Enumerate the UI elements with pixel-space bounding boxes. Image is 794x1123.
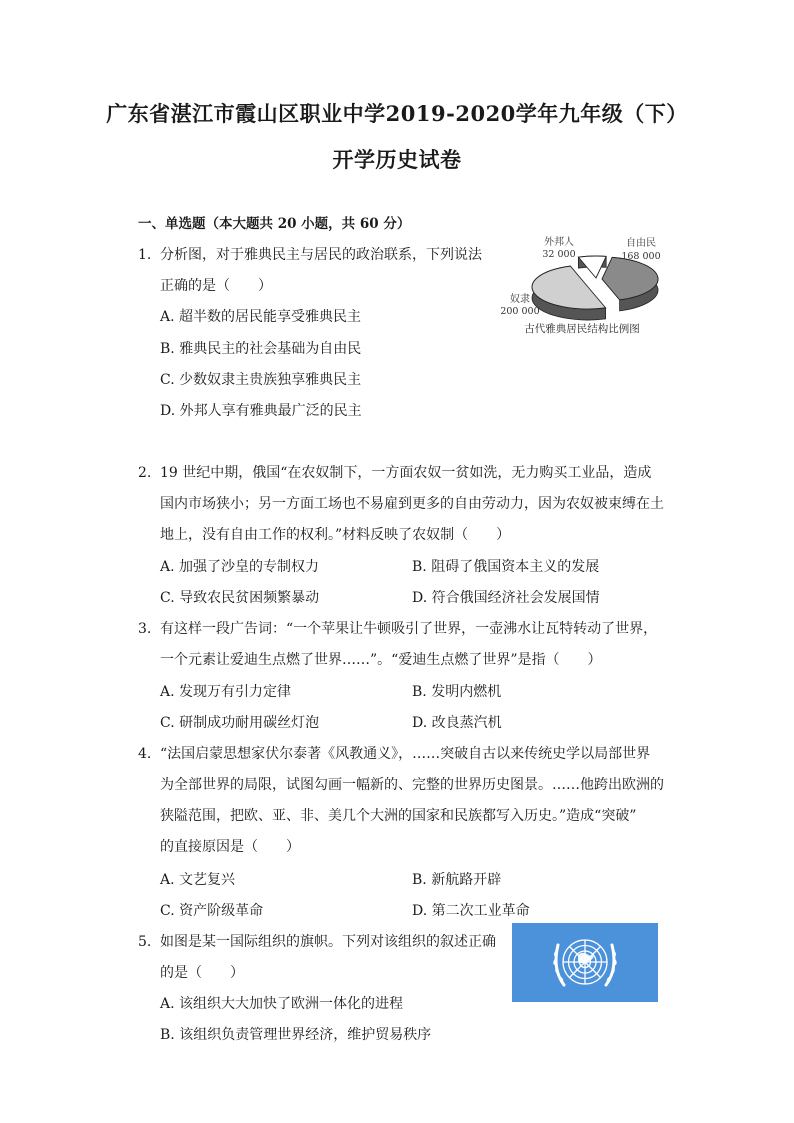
option-c[interactable]: C. 导致农民贫困频繁暴动 <box>160 590 320 606</box>
un-flag-image <box>512 923 658 1002</box>
question-text: “法国启蒙思想家伏尔泰著《风教通义》，……突破自古以来传统史学以局部世界 <box>160 746 651 762</box>
label-foreigners-value: 32 000 <box>542 249 576 260</box>
exam-title-line1: 广东省湛江市霞山区职业中学2019-2020学年九年级（下） <box>106 101 688 126</box>
question-number: 3. <box>138 621 152 637</box>
question-number: 1. <box>138 247 152 263</box>
exam-title-line2: 开学历史试卷 <box>332 147 462 172</box>
option-b[interactable]: B. 该组织负责管理世界经济，维护贸易秩序 <box>160 1027 432 1043</box>
un-emblem-icon <box>512 923 658 1002</box>
question-text: 有这样一段广告词：“一个苹果让牛顿吸引了世界，一壶沸水让瓦特转动了世界， <box>160 621 658 637</box>
option-a[interactable]: A. 加强了沙皇的专制权力 <box>160 559 320 575</box>
option-b[interactable]: B. 阻碍了俄国资本主义的发展 <box>412 559 600 575</box>
question-text: 的是（ ） <box>160 965 244 981</box>
option-a[interactable]: A. 该组织大大加快了欧洲一体化的进程 <box>160 996 404 1012</box>
option-d[interactable]: D. 第二次工业革命 <box>412 903 530 919</box>
question-text: 分析图，对于雅典民主与居民的政治联系，下列说法 <box>160 247 482 263</box>
option-b[interactable]: B. 发明内燃机 <box>412 684 502 700</box>
question-number: 2. <box>138 465 152 481</box>
question-number: 5. <box>138 934 152 950</box>
question-text: 地上，没有自由工作的权利。”材料反映了农奴制（ ） <box>160 527 511 543</box>
option-a[interactable]: A. 发现万有引力定律 <box>160 684 292 700</box>
option-b[interactable]: B. 雅典民主的社会基础为自由民 <box>160 341 362 357</box>
label-citizens-value: 168 000 <box>621 251 661 262</box>
option-a[interactable]: A. 文艺复兴 <box>160 872 236 888</box>
label-slaves-name: 奴隶 <box>510 294 530 305</box>
option-a[interactable]: A. 超半数的居民能享受雅典民主 <box>160 309 362 325</box>
label-citizens-name: 自由民 <box>626 238 656 249</box>
question-text: 19 世纪中期，俄国“在农奴制下，一方面农奴一贫如洗，无力购买工业品，造成 <box>160 465 652 481</box>
population-pie-chart <box>498 232 666 340</box>
option-c[interactable]: C. 少数奴隶主贵族独享雅典民主 <box>160 372 362 388</box>
label-foreigners-name: 外邦人 <box>544 237 574 248</box>
question-number: 4. <box>138 746 152 762</box>
option-d[interactable]: D. 改良蒸汽机 <box>412 715 502 731</box>
question-text: 一个元素让爱迪生点燃了世界……”。“爱迪生点燃了世界”是指（ ） <box>160 652 602 668</box>
option-d[interactable]: D. 符合俄国经济社会发展国情 <box>412 590 600 606</box>
question-text: 的直接原因是（ ） <box>160 839 300 855</box>
chart-title: 古代雅典居民结构比例图 <box>524 323 640 335</box>
option-d[interactable]: D. 外邦人享有雅典最广泛的民主 <box>160 403 362 419</box>
option-c[interactable]: C. 研制成功耐用碳丝灯泡 <box>160 715 320 731</box>
option-c[interactable]: C. 资产阶级革命 <box>160 903 264 919</box>
question-text: 狭隘范围，把欧、亚、非、美几个大洲的国家和民族都写入历史。”造成“突破” <box>160 808 637 824</box>
question-text: 为全部世界的局限，试图勾画一幅新的、完整的世界历史图景。……他跨出欧洲的 <box>160 777 664 793</box>
option-b[interactable]: B. 新航路开辟 <box>412 872 502 888</box>
section-heading: 一、单选题（本大题共 20 小题，共 60 分） <box>138 216 411 232</box>
label-slaves-value: 200 000 <box>500 306 540 317</box>
question-text: 正确的是（ ） <box>160 278 272 294</box>
question-text: 如图是某一国际组织的旗帜。下列对该组织的叙述正确 <box>160 934 496 950</box>
question-text: 国内市场狭小；另一方面工场也不易雇到更多的自由劳动力，因为农奴被束缚在土 <box>160 496 664 512</box>
